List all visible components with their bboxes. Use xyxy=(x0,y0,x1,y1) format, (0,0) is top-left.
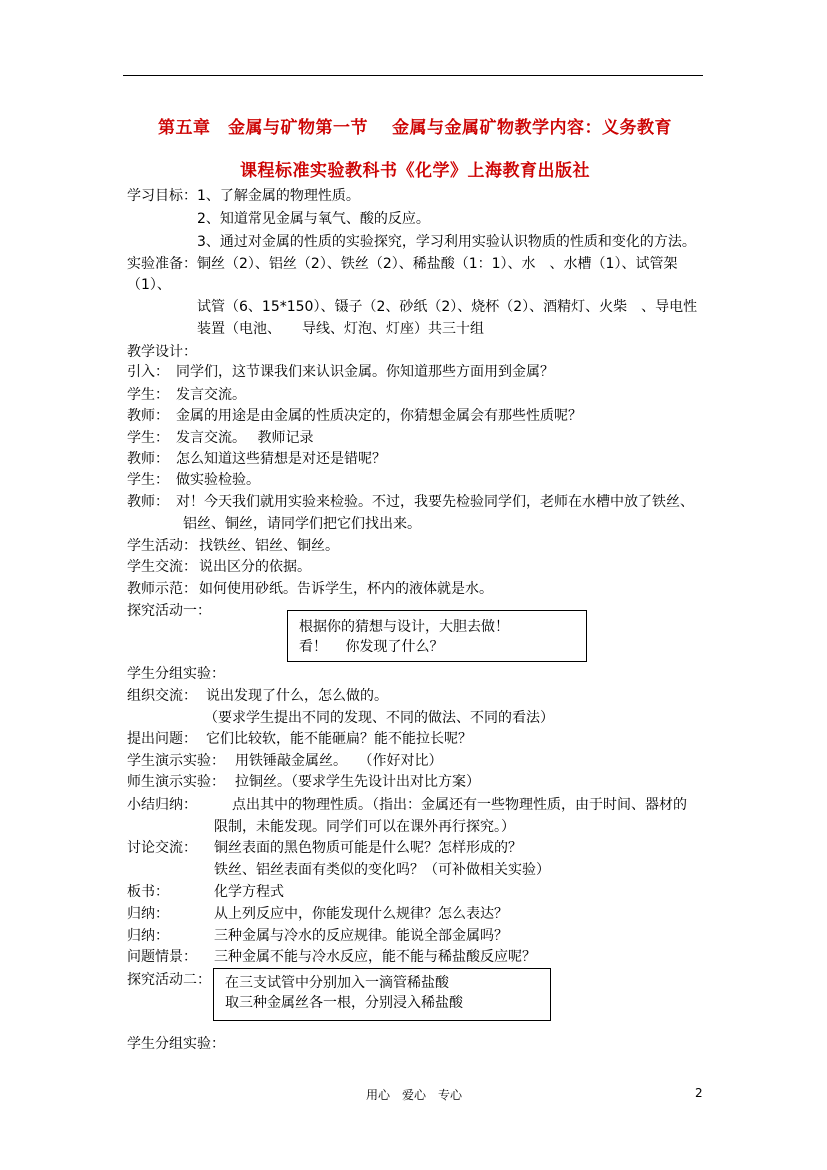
objective-item: 1、了解金属的物理性质。 xyxy=(197,188,360,204)
exchange-label: 组织交流： xyxy=(127,688,197,704)
teacher-demo-text: 拉铜丝。（要求学生先设计出对比方案） xyxy=(235,774,480,790)
explore2-box-line: 在三支试管中分别加入一滴管稀盐酸 xyxy=(225,975,449,991)
dialogue-text: 做实验检验。 xyxy=(176,472,260,488)
preparation-line: 试管（6、15*150）、镊子（2、砂纸（2）、烧杯（2）、酒精灯、火柴 、导电性 xyxy=(197,299,698,315)
activity-text: 如何使用砂纸。告诉学生，杯内的液体就是水。 xyxy=(199,581,493,597)
summary-label: 小结归纳： xyxy=(127,797,197,813)
summary-line: 限制，未能发现。同学们可以在课外再行探究。） xyxy=(214,819,515,835)
title-line-1: 第五章 金属与矿物第一节 金属与金属矿物教学内容：义务教育 xyxy=(158,118,672,138)
activity-label: 学生交流： xyxy=(127,559,197,575)
objective-item: 3、通过对金属的性质的实验探究，学习利用实验认识物质的性质和变化的方法。 xyxy=(197,234,696,250)
dialogue-text: 对！今天我们就用实验来检验。不过，我要先检验同学们，老师在水槽中放了铁丝、 xyxy=(176,494,694,510)
dialogue-speaker: 学生： xyxy=(127,430,169,446)
induce-text: 三种金属与冷水的反应规律。能说全部金属吗？ xyxy=(214,928,508,944)
activity-label: 教师示范： xyxy=(127,581,197,597)
group-experiment-label: 学生分组实验： xyxy=(127,1036,225,1052)
teacher-demo-label: 师生演示实验： xyxy=(127,774,225,790)
page-number: 2 xyxy=(695,1086,703,1100)
induce-text: 从上列反应中，你能发现什么规律？怎么表达？ xyxy=(214,906,508,922)
activity-text: 说出区分的依据。 xyxy=(199,559,311,575)
design-label: 教学设计： xyxy=(127,344,197,360)
scenario-text: 三种金属不能与冷水反应，能不能与稀盐酸反应呢？ xyxy=(214,949,536,965)
induce-label: 归纳： xyxy=(127,928,169,944)
dialogue-speaker: 教师： xyxy=(127,408,169,424)
dialogue-text: 发言交流。 xyxy=(176,387,246,403)
footer-motto: 用心 爱心 专心 xyxy=(366,1088,463,1102)
dialogue-text: 怎么知道这些猜想是对还是错呢？ xyxy=(176,451,386,467)
exchange-text: 说出发现了什么，怎么做的。 xyxy=(206,688,388,704)
explore2-box-line: 取三种金属丝各一根，分别浸入稀盐酸 xyxy=(225,995,463,1011)
explore1-label: 探究活动一： xyxy=(127,603,211,619)
exchange-note: （要求学生提出不同的发现、不同的做法、不同的看法） xyxy=(204,710,554,726)
preparation-label: 实验准备： xyxy=(127,256,197,272)
dialogue-speaker: 教师： xyxy=(127,494,169,510)
discussion-line: 铁丝、铝丝表面有类似的变化吗？（可补做相关实验） xyxy=(214,862,550,878)
explore1-box-line: 根据你的猜想与设计，大胆去做！ xyxy=(299,619,509,635)
preparation-line: 铜丝（2）、铝丝（2）、铁丝（2）、稀盐酸（1：1）、水 、水槽（1）、试管架 xyxy=(197,256,678,272)
title-line-2: 课程标准实验教科书《化学》上海教育出版社 xyxy=(240,161,590,181)
explore1-box-line: 看！ 你发现了什么？ xyxy=(299,639,444,655)
explore1-box xyxy=(287,610,587,662)
summary-line: 点出其中的物理性质。（指出：金属还有一些物理性质，由于时间、器材的 xyxy=(232,797,687,813)
discussion-line: 铜丝表面的黑色物质可能是什么呢？怎样形成的？ xyxy=(214,840,522,856)
dialogue-continuation: 铝丝、铜丝，请同学们把它们找出来。 xyxy=(183,516,421,532)
objective-item: 2、知道常见金属与氧气、酸的反应。 xyxy=(197,211,430,227)
student-demo-label: 学生演示实验： xyxy=(127,753,225,769)
dialogue-speaker: 学生： xyxy=(127,472,169,488)
explore2-box xyxy=(213,968,551,1021)
scenario-label: 问题情景： xyxy=(127,949,197,965)
preparation-line: （1）、 xyxy=(127,277,171,293)
group-experiment-label: 学生分组实验： xyxy=(127,666,225,682)
dialogue-text: 同学们，这节课我们来认识金属。你知道那些方面用到金属？ xyxy=(176,364,554,380)
board-text: 化学方程式 xyxy=(214,884,284,900)
objectives-label: 学习目标： xyxy=(127,188,197,204)
dialogue-text: 发言交流。 教师记录 xyxy=(176,430,314,446)
dialogue-speaker: 学生： xyxy=(127,387,169,403)
question-label: 提出问题： xyxy=(127,731,197,747)
discussion-label: 讨论交流： xyxy=(127,840,197,856)
dialogue-text: 金属的用途是由金属的性质决定的，你猜想金属会有那些性质呢？ xyxy=(176,408,582,424)
header-rule xyxy=(123,75,703,76)
question-text: 它们比较软，能不能砸扁？能不能拉长呢？ xyxy=(206,731,472,747)
student-demo-text: 用铁锤敲金属丝。 （作好对比） xyxy=(235,753,443,769)
board-label: 板书： xyxy=(127,884,169,900)
dialogue-speaker: 教师： xyxy=(127,451,169,467)
explore2-label: 探究活动二： xyxy=(127,972,211,988)
dialogue-speaker: 引入： xyxy=(127,364,169,380)
induce-label: 归纳： xyxy=(127,906,169,922)
activity-label: 学生活动： xyxy=(127,538,197,554)
activity-text: 找铁丝、铝丝、铜丝。 xyxy=(199,538,339,554)
preparation-line: 装置（电池、 导线、灯泡、灯座）共三十组 xyxy=(197,321,484,337)
